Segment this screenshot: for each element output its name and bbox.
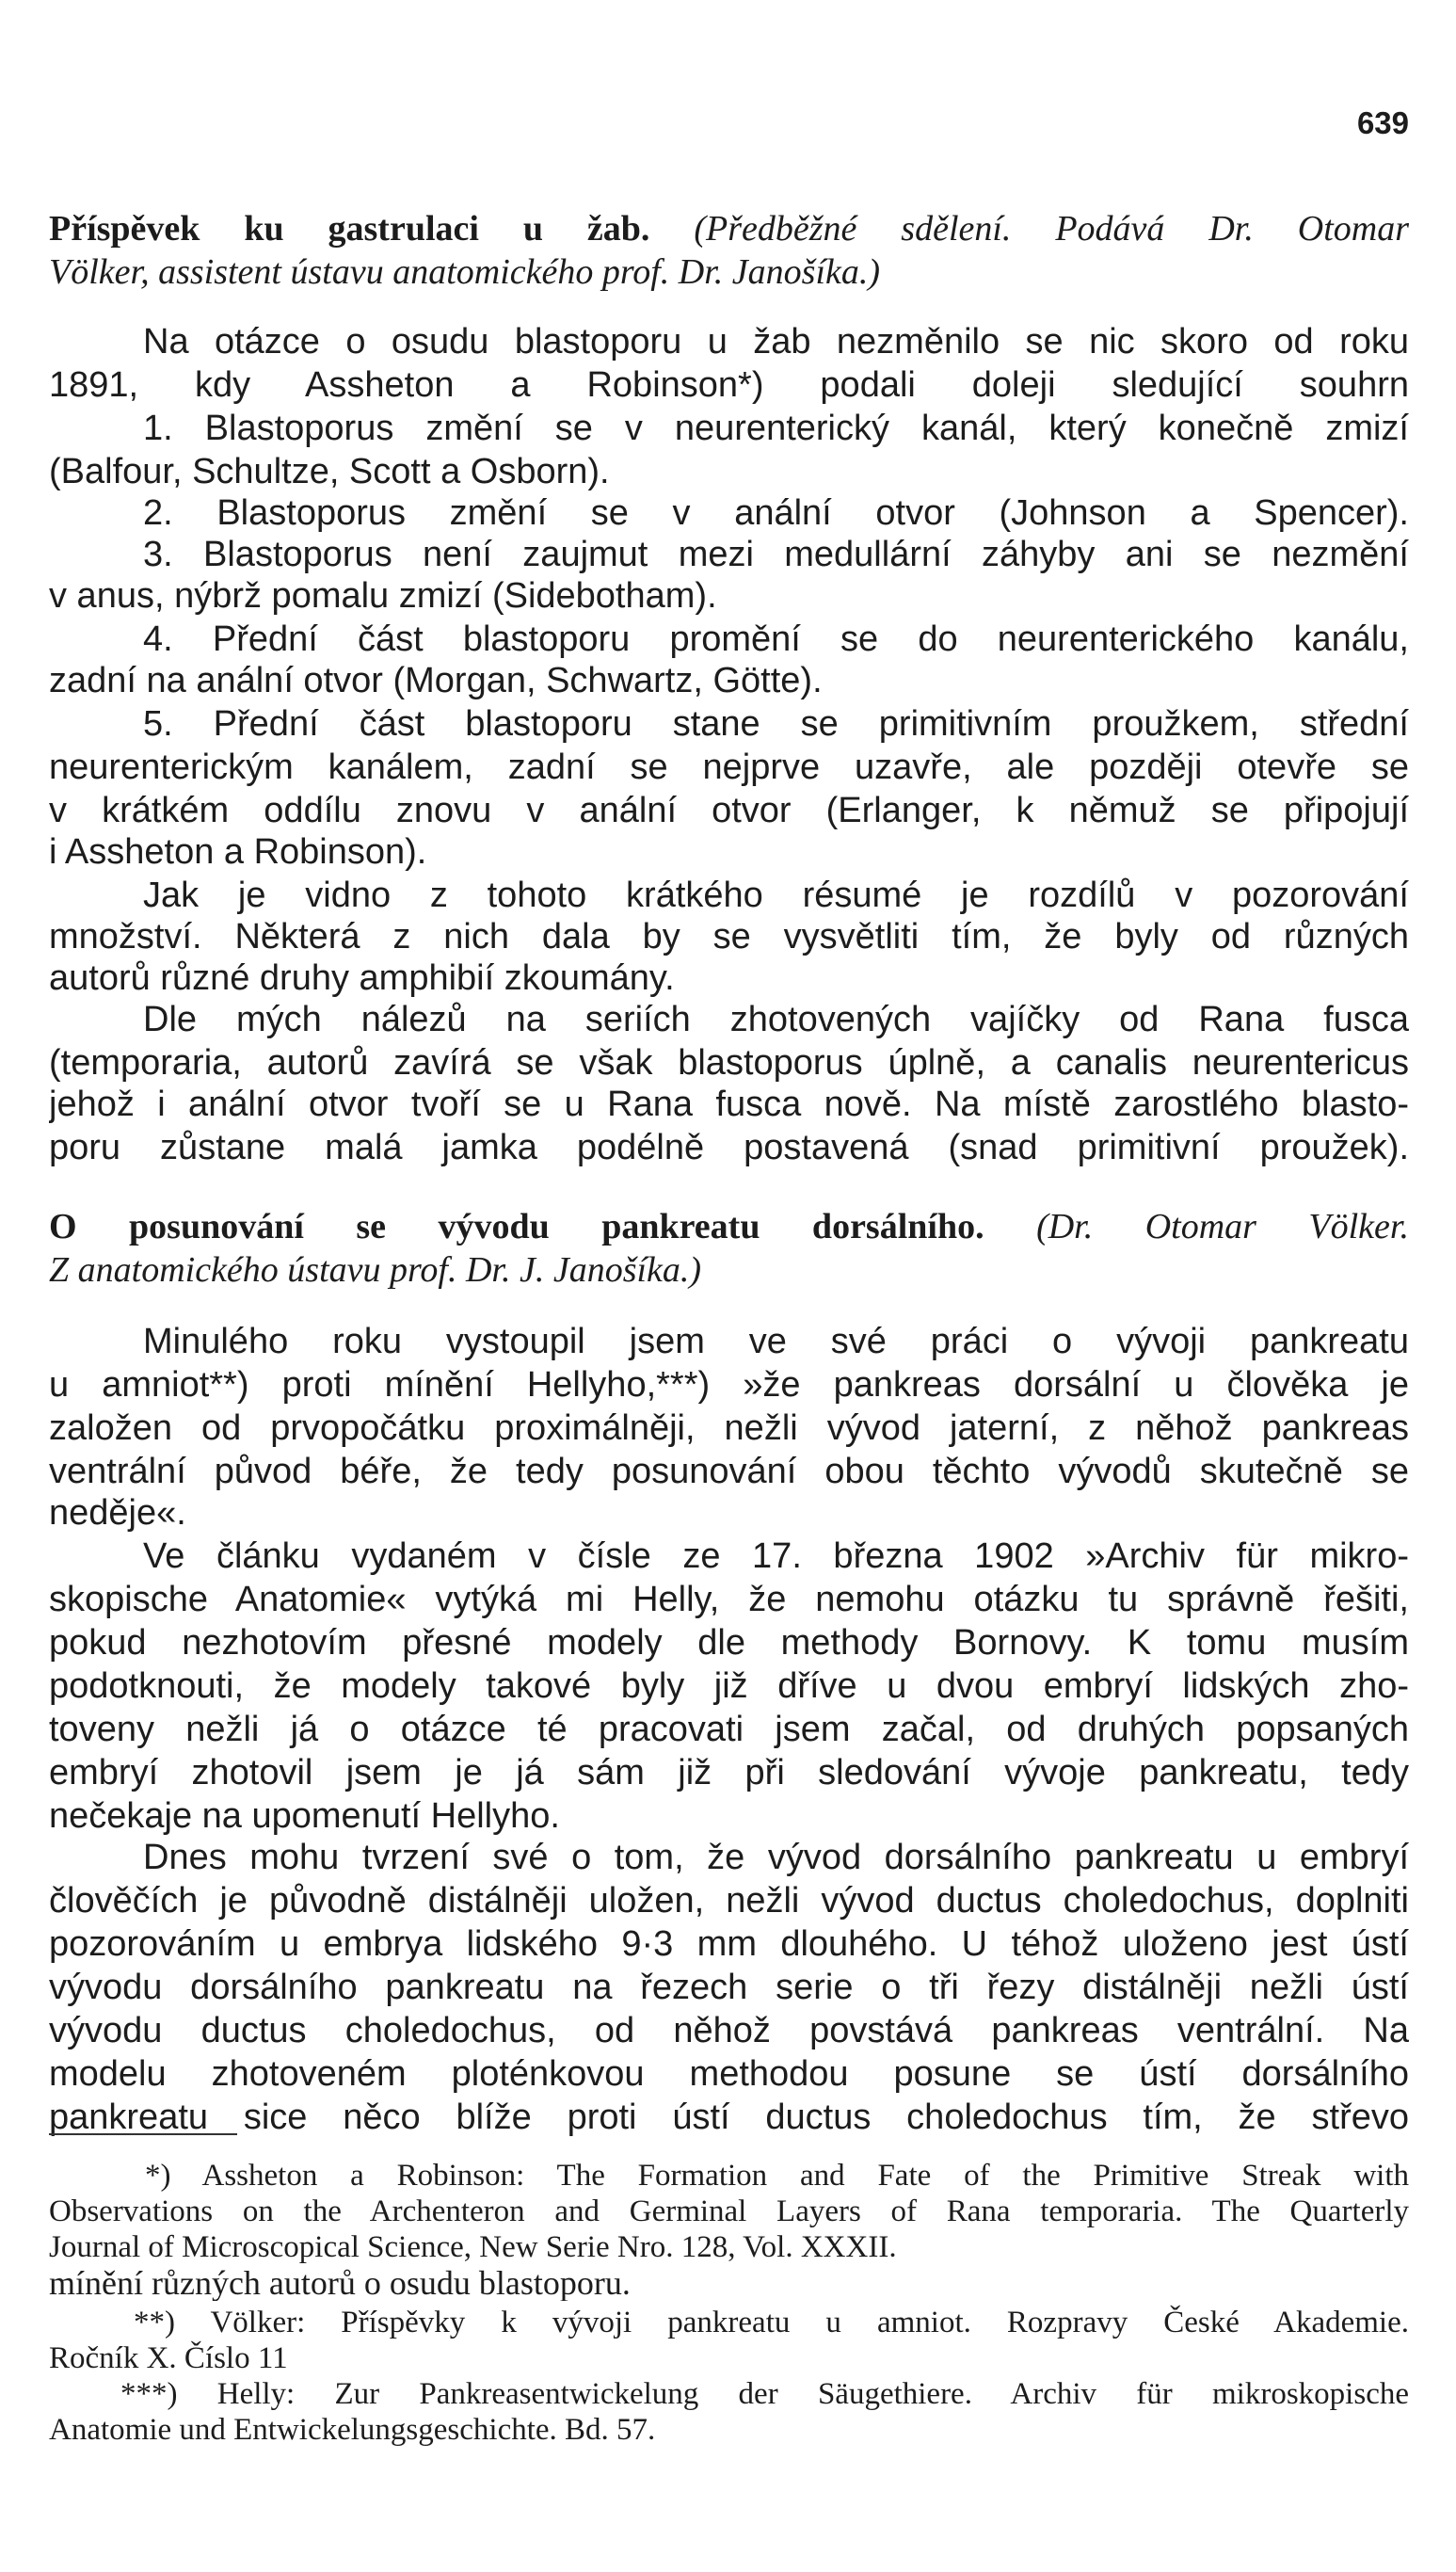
article2-byline: (Dr. Otomar Völker. (1036, 1207, 1409, 1246)
footnote-line: Journal of Microscopical Science, New Serie Nro. 128, Vol. XXXII. (49, 2230, 897, 2264)
article2-line: pokud nezhotovím přesné modely dle methody Bornovy. K tomu musím (49, 1623, 1409, 1663)
article1-heading-line2: Völker, assistent ústavu anatomického prof. Dr. Janošíka.) (49, 252, 881, 292)
article2-line: vývodu ductus choledochus, od něhož povstává pankreas ventrální. Na (49, 2011, 1409, 2050)
article1-line: i Assheton a Robinson). (49, 832, 427, 872)
article2-line: ventrální původ béře, že tedy posunování obou těchto vývodů skutečně se (49, 1452, 1409, 1491)
article2-line: Dnes mohu tvrzení své o tom, že vývod dorsálního pankreatu u embryí (143, 1838, 1409, 1877)
footnote-line: *) Assheton a Robinson: The Formation and Fate of the Primitive Streak with (145, 2159, 1409, 2193)
article2-line: nečekaje na upomenutí Hellyho. (49, 1796, 560, 1836)
article1-line: (Balfour, Schultze, Scott a Osborn). (49, 452, 610, 491)
article1-line: množství. Některá z nich dala by se vysvětliti tím, že byly od různých (49, 917, 1409, 956)
article2-line: toveny nežli já o otázce té pracovati jsem začal, od druhých popsaných (49, 1710, 1409, 1749)
footnote-line: Anatomie und Entwickelungsgeschichte. Bd. 57. (49, 2413, 656, 2447)
article2-line: modelu zhotoveném ploténkovou methodou posune se ústí dorsálního (49, 2054, 1409, 2094)
article1-heading-line1 (49, 207, 1409, 250)
article1-line: 1891, kdy Assheton a Robinson*) podali doleji sledující souhrn (49, 365, 1409, 405)
article1-line: v anus, nýbrž pomalu zmizí (Sidebotham). (49, 576, 717, 616)
article2-line: vývodu dorsálního pankreatu na řezech serie o tři řezy distálněji nežli ústí (49, 1968, 1409, 2007)
article1-line: autorů různé druhy amphibií zkoumány. (49, 958, 675, 998)
article2-line: podotknouti, že modely takové byly již dříve u dvou embryí lidských zho- (49, 1666, 1409, 1706)
footnote-divider (49, 2133, 237, 2135)
article2-line: založen od prvopočátku proximálněji, nežli vývod jaterní, z něhož pankreas (49, 1408, 1409, 1448)
article2-line: pankreatu sice něco blíže proti ústí ductus choledochus tím, že střevo (49, 2098, 1409, 2137)
article1-line: 4. Přední část blastoporu promění se do neurenterického kanálu, (143, 619, 1409, 659)
article1-line: 5. Přední část blastoporu stane se primitivním proužkem, střední (143, 704, 1409, 744)
article2-line: skopische Anatomie« vytýká mi Helly, že nemohu otázku tu správně řešiti, (49, 1580, 1409, 1619)
article1-line: (temporaria, autorů zavírá se však blastoporus úplně, a canalis neurentericus (49, 1043, 1409, 1083)
article1-line: poru zůstane malá jamka podélně postavená (snad primitivní proužek). (49, 1128, 1409, 1167)
footnote-line: **) Völker: Příspěvky k vývoji pankreatu u amniot. Rozpravy České Akademie. (134, 2306, 1409, 2339)
article1-line: 2. Blastoporus změní se v anální otvor (Johnson a Spencer). (143, 493, 1409, 533)
article1-line: 3. Blastoporus není zaujmut mezi medullární záhyby ani se nezmění (143, 535, 1409, 574)
article1-line: neurenterickým kanálem, zadní se nejprve uzavře, ale později otevře se (49, 747, 1409, 787)
article2-heading-line1 (49, 1205, 1409, 1248)
article2-line: pozorováním u embrya lidského 9·3 mm dlouhého. U téhož uloženo jest ústí (49, 1924, 1409, 1964)
article1-line: 1. Blastoporus změní se v neurenterický kanál, který konečně zmizí (143, 409, 1409, 448)
article1-line: Na otázce o osudu blastoporu u žab nezměnilo se nic skoro od roku (143, 322, 1409, 362)
article1-line: v krátkém oddílu znovu v anální otvor (Erlanger, k němuž se připojují (49, 791, 1409, 830)
article1-line: zadní na anální otvor (Morgan, Schwartz, Götte). (49, 661, 823, 700)
article1-line: Dle mých nálezů na seriích zhotovených vajíčky od Rana fusca (143, 1000, 1409, 1039)
footnote-line: Observations on the Archenteron and Germinal Layers of Rana temporaria. The Quarterly (49, 2194, 1409, 2228)
article2-line: Minulého roku vystoupil jsem ve své práci o vývoji pankreatu (143, 1322, 1409, 1361)
article1-line: jehož i anální otvor tvoří se u Rana fusca nově. Na místě zarostlého blasto- (49, 1085, 1409, 1124)
footnote-line: ***) Helly: Zur Pankreasentwickelung der Säugethiere. Archiv für mikroskopische (120, 2377, 1409, 2411)
article2-line: člověčích je původně distálněji uložen, nežli vývod ductus choledochus, doplniti (49, 1881, 1409, 1921)
article2-line: u amniot**) proti mínění Hellyho,***) »že pankreas dorsální u člověka je (49, 1365, 1409, 1405)
footnote-line: Ročník X. Číslo 11 (49, 2341, 288, 2375)
page-number: 639 (1356, 105, 1409, 140)
article2-line: Ve článku vydaném v čísle ze 17. března 1902 »Archiv für mikro- (143, 1536, 1409, 1576)
article2-line: embryí zhotovil jsem je já sám již při sledování vývoje pankreatu, tedy (49, 1753, 1409, 1792)
article2-title: O posunování se vývodu pankreatu dorsálního. (49, 1207, 984, 1246)
article1-line: Jak je vidno z tohoto krátkého résumé je rozdílů v pozorování (143, 876, 1409, 915)
footnote-line: mínění různých autorů o osudu blastoporu. (49, 2265, 631, 2301)
article1-title: Příspěvek ku gastrulaci u žab. (49, 209, 650, 249)
article2-heading-line2: Z anatomického ústavu prof. Dr. J. Janošíka.) (49, 1250, 702, 1290)
article2-line: neděje«. (49, 1493, 186, 1533)
article1-byline: (Předběžné sdělení. Podává Dr. Otomar (694, 209, 1409, 249)
